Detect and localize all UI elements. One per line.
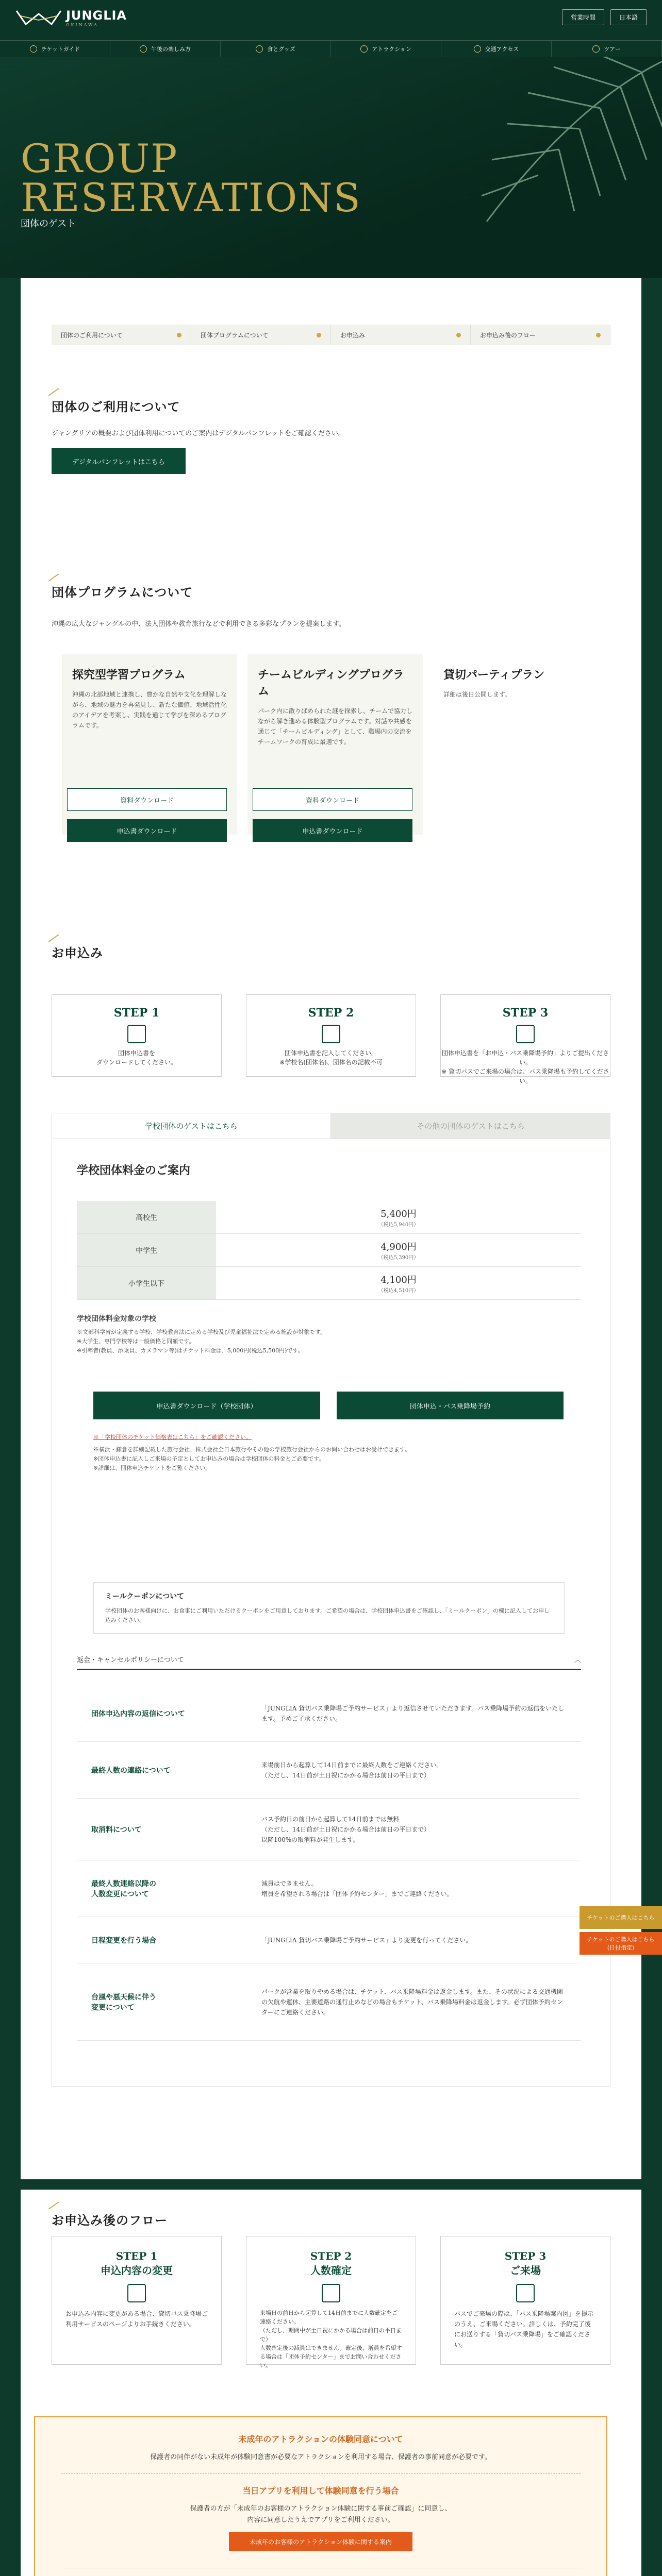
school-panel <box>52 1139 610 2087</box>
chevron-down-icon <box>456 333 461 337</box>
program1-form-button[interactable]: 申込書ダウンロード <box>67 819 227 842</box>
hero <box>0 57 662 278</box>
chevron-down-icon <box>177 333 181 337</box>
program-card-inquiry: 探究型学習プログラム 沖縄の北部地域と連携し、豊かな自然や文化を理解しながら、地域の魅力を再発見し、新たな価値、地域活性化のアイデアを考案し、実践を通じて学びを深めるプログラムです。 <box>62 654 237 835</box>
anchor-tab-programs[interactable]: 団体プログラムについて <box>191 325 331 345</box>
apply-step-2: STEP 2 団体申込書を記入してください。 ※学校名(団体名)、団体名の記載不可 <box>246 994 416 1077</box>
logo-mark-icon <box>15 9 62 27</box>
apply-title: お申込み <box>52 943 103 961</box>
people-icon <box>322 2284 340 2302</box>
programs-title: 団体プログラムについて <box>52 582 193 600</box>
flow-step-2: STEP 2 人数確定 来場日の前日から起算して14日前までに人数確定をご連絡ください。 （ただし、期間中が土日祝にかかる場合は前日の平日まで） 人数確定後の減員はできません。確定後、増員を希望する場合は「団体予約センター」までお問い合わせください。 <box>246 2236 416 2365</box>
price-title: 学校団体料金のご案内 <box>77 1164 191 1177</box>
apply-step-1: STEP 1 団体申込書を ダウンロードしてください。 <box>52 994 222 1077</box>
palm-leaf-icon <box>425 57 662 252</box>
program-card-teambuilding: チームビルディングプログラム パーク内に散りばめられた謎を探索し、チームで協力しながら解き進める体験型プログラムです。対話や共感を通じて「チームビルディング」として、職場内の交流をチームワークの育成に最適です。 <box>247 654 423 835</box>
bus-icon <box>516 2284 535 2302</box>
flow-step-1: STEP 1 申込内容の変更 お申込み内容に変更がある場合、貸切バス乗降場ご利用サービスのページよりお手続きください。 <box>52 2236 222 2365</box>
nav-food[interactable]: 食とグッズ <box>221 41 331 57</box>
minor-consent-title: 未成年のアトラクションの体験同意について <box>238 2434 403 2444</box>
target-title: 学校団体料金対象の学校 <box>77 1315 156 1323</box>
float-ticket-date-button[interactable]: チケットのご購入はこちら (日付指定) <box>580 1932 662 1955</box>
site-header <box>0 0 662 57</box>
price-table <box>77 1201 581 1300</box>
table-row: 小学生以下 4,100円 （税込4,510円） <box>77 1267 581 1300</box>
phone-icon <box>127 2284 146 2302</box>
table-row: 日程変更を行う場合 「JUNGLIA 貸切バス乗降場ご予約サービス」より変更を行ってください。 <box>77 1917 581 1963</box>
float-ticket-button[interactable]: チケットのご購入はこちら <box>580 1906 662 1929</box>
program1-material-button[interactable]: 資料ダウンロード <box>67 788 227 811</box>
flow-step-3: STEP 3 ご来場 バスでご来場の際は、「バス乗降場案内図」を提示のうえ、ご来場ください。詳しくは、予約完了後にお送りする「貸切バス乗降場」をご確認ください。 <box>440 2236 610 2365</box>
attraction-icon <box>360 45 368 53</box>
global-nav <box>0 40 662 57</box>
nav-access[interactable]: 交通アクセス <box>441 41 552 57</box>
table-row: 最終人数の連絡について 来場前日から起算して14日前までに最終人数をご連絡ください。 （ただし、14日前が土日祝にかかる場合は前日の平日まで） <box>77 1742 581 1799</box>
logo-text: JUNGLIA <box>66 8 127 23</box>
tour-icon <box>592 45 600 53</box>
nav-attraction[interactable]: アトラクション <box>331 41 441 57</box>
programs-text: 沖縄の広大なジャングルの中、法人団体や教育旅行などで利用できる多彩なプランを提案します。 <box>52 620 346 628</box>
nav-ticket[interactable]: チケットガイド <box>0 41 110 57</box>
tab-other-groups[interactable]: その他の団体のゲストはこちら <box>331 1113 610 1139</box>
cancel-policy-header[interactable]: 返金・キャンセルポリシーについて ︿ <box>77 1649 581 1670</box>
anchor-tab-about[interactable]: 団体のご利用について <box>52 325 191 345</box>
program2-form-button[interactable]: 申込書ダウンロード <box>253 819 412 842</box>
logo[interactable] <box>15 5 139 31</box>
program-card-party: 貸切パーティプラン 詳細は後日公開します。 <box>433 654 608 835</box>
minor-guide-button[interactable]: 未成年のお客様のアトラクション体験に関する案内 <box>229 2532 412 2551</box>
flow-title: お申込み後のフロー <box>52 2210 168 2228</box>
program2-material-button[interactable]: 資料ダウンロード <box>253 788 412 811</box>
nav-tour[interactable]: ツアー <box>552 41 662 57</box>
chevron-down-icon <box>596 333 601 337</box>
pencil-icon <box>322 1025 340 1043</box>
table-row: 最終人数連絡以降の 人数変更について 減員はできません。 増員を希望される場合は「団体予約センター」までご連絡ください。 <box>77 1860 581 1917</box>
pamphlet-button[interactable]: デジタルパンフレットはこちら <box>52 448 186 474</box>
food-icon <box>256 45 263 53</box>
hours-button[interactable]: 営業時間 <box>562 9 604 25</box>
chevron-up-icon: ︿ <box>574 1656 581 1664</box>
apply-step-3: STEP 3 団体申込書を「お申込・バス乗降場予約」よりご提出ください。 ※ 貸切バスでご来場の場合は、バス乗降場も予約してください。 <box>440 994 610 1077</box>
school-form-download-button[interactable]: 申込書ダウンロード（学校団体） <box>93 1392 320 1419</box>
anchor-tab-flow[interactable]: お申込み後のフロー <box>471 325 610 345</box>
meal-coupon-box: ミールクーポンについて 学校団体のお客様向けに、お食事にご利用いただけるクーポンをご用意しております。ご希望の場合は、学校団体申込書をご確認し、「ミールクーポン」の欄に記入してお申し込みください。 <box>93 1582 565 1634</box>
target-notes: ※文部科学省が定義する学校、学校教育法に定める学校及び児童福祉法で定める施設が対象です。 ※大学生、専門学校等は一般価格と同額です。 ※引率者(教員、添乗員、カメラマン等)はチケット料金は、5,000円(税込5,500円)です。 <box>77 1329 326 1354</box>
chevron-down-icon <box>317 333 321 337</box>
document-icon <box>127 1025 146 1043</box>
logo-sub: OKINAWA <box>66 22 98 27</box>
price-list-link[interactable]: ※「学校団体のチケット価格表はこちら」をご確認ください。 <box>93 1434 252 1440</box>
hero-title: GROUP RESERVATIONS <box>21 135 361 221</box>
send-icon <box>516 1025 535 1043</box>
ticket-icon <box>30 45 37 53</box>
group-reserve-button[interactable]: 団体申込・バス乗降場予約 <box>337 1392 564 1419</box>
main-content <box>21 278 641 2179</box>
minor-consent-box: 未成年のアトラクションの体験同意について 保護者の同伴がない未成年が体験同意書が必要なアトラクションを利用する場合、保護者の事前同意が必要です。 当日アプリを利用して体験同意を行う場合 保護者の方が「未成年のお客様のアトラクション体験に関する事前ご確認」に同意し、 内容に同意したうえでアプリをご利用ください。 未成年のお客様のアトラクション体験に関する案内 <box>34 2416 607 2576</box>
hero-subtitle: 団体のゲスト <box>21 218 76 229</box>
nav-afternoon[interactable]: 午後の楽しみ方 <box>110 41 221 57</box>
school-notes: ※横浜・鎌倉を詳細記載した旅行会社、株式会社全日本旅行やその他の学校旅行会社からのお問い合わせはお受けできます。 ※団体申込書に記入しご来場の予定としてお申込みの場合は学校団体の料金とご必要です。 ※詳細は、団体申込チケットをご覧ください。 <box>93 1446 411 1471</box>
table-row: 台風や悪天候に伴う 変更について パークが営業を取りやめる場合は、チケット、バス乗降場料金は返金します。また、その状況による交通機関の欠航や運休、主要道路の通行止めなどの場合もチケット、バス乗降場料金は返金します。必ず団体予約センターにご連絡ください。 <box>77 1963 581 2041</box>
tab-school-groups[interactable]: 学校団体のゲストはこちら <box>52 1113 331 1139</box>
table-row: 取消料について バス予約日の前日から起算して14日前までは無料 （ただし、14日前が土日祝にかかる場合は前日の平日まで） 以降100%の取消料が発生します。 <box>77 1799 581 1860</box>
about-title: 団体のご利用について <box>52 397 180 415</box>
language-button[interactable]: 日本語 <box>610 9 647 25</box>
anchor-tab-apply[interactable]: お申込み <box>331 325 471 345</box>
access-icon <box>474 45 481 53</box>
sun-icon <box>140 45 147 53</box>
table-row: 団体申込内容の返信について 「JUNGLIA 貸切バス乗降場ご予約サービス」より返信させていただきます。パス乗降場予約の返信をいたします。予めご了承ください。 <box>77 1685 581 1742</box>
table-row: 高校生 5,400円 （税込5,940円） <box>77 1201 581 1234</box>
anchor-tabs <box>52 325 610 345</box>
table-row: 中学生 4,900円 （税込5,390円） <box>77 1234 581 1267</box>
about-text: ジャングリアの概要および団体利用についてのご案内はデジタルパンフレットをご確認ください。 <box>52 430 345 437</box>
